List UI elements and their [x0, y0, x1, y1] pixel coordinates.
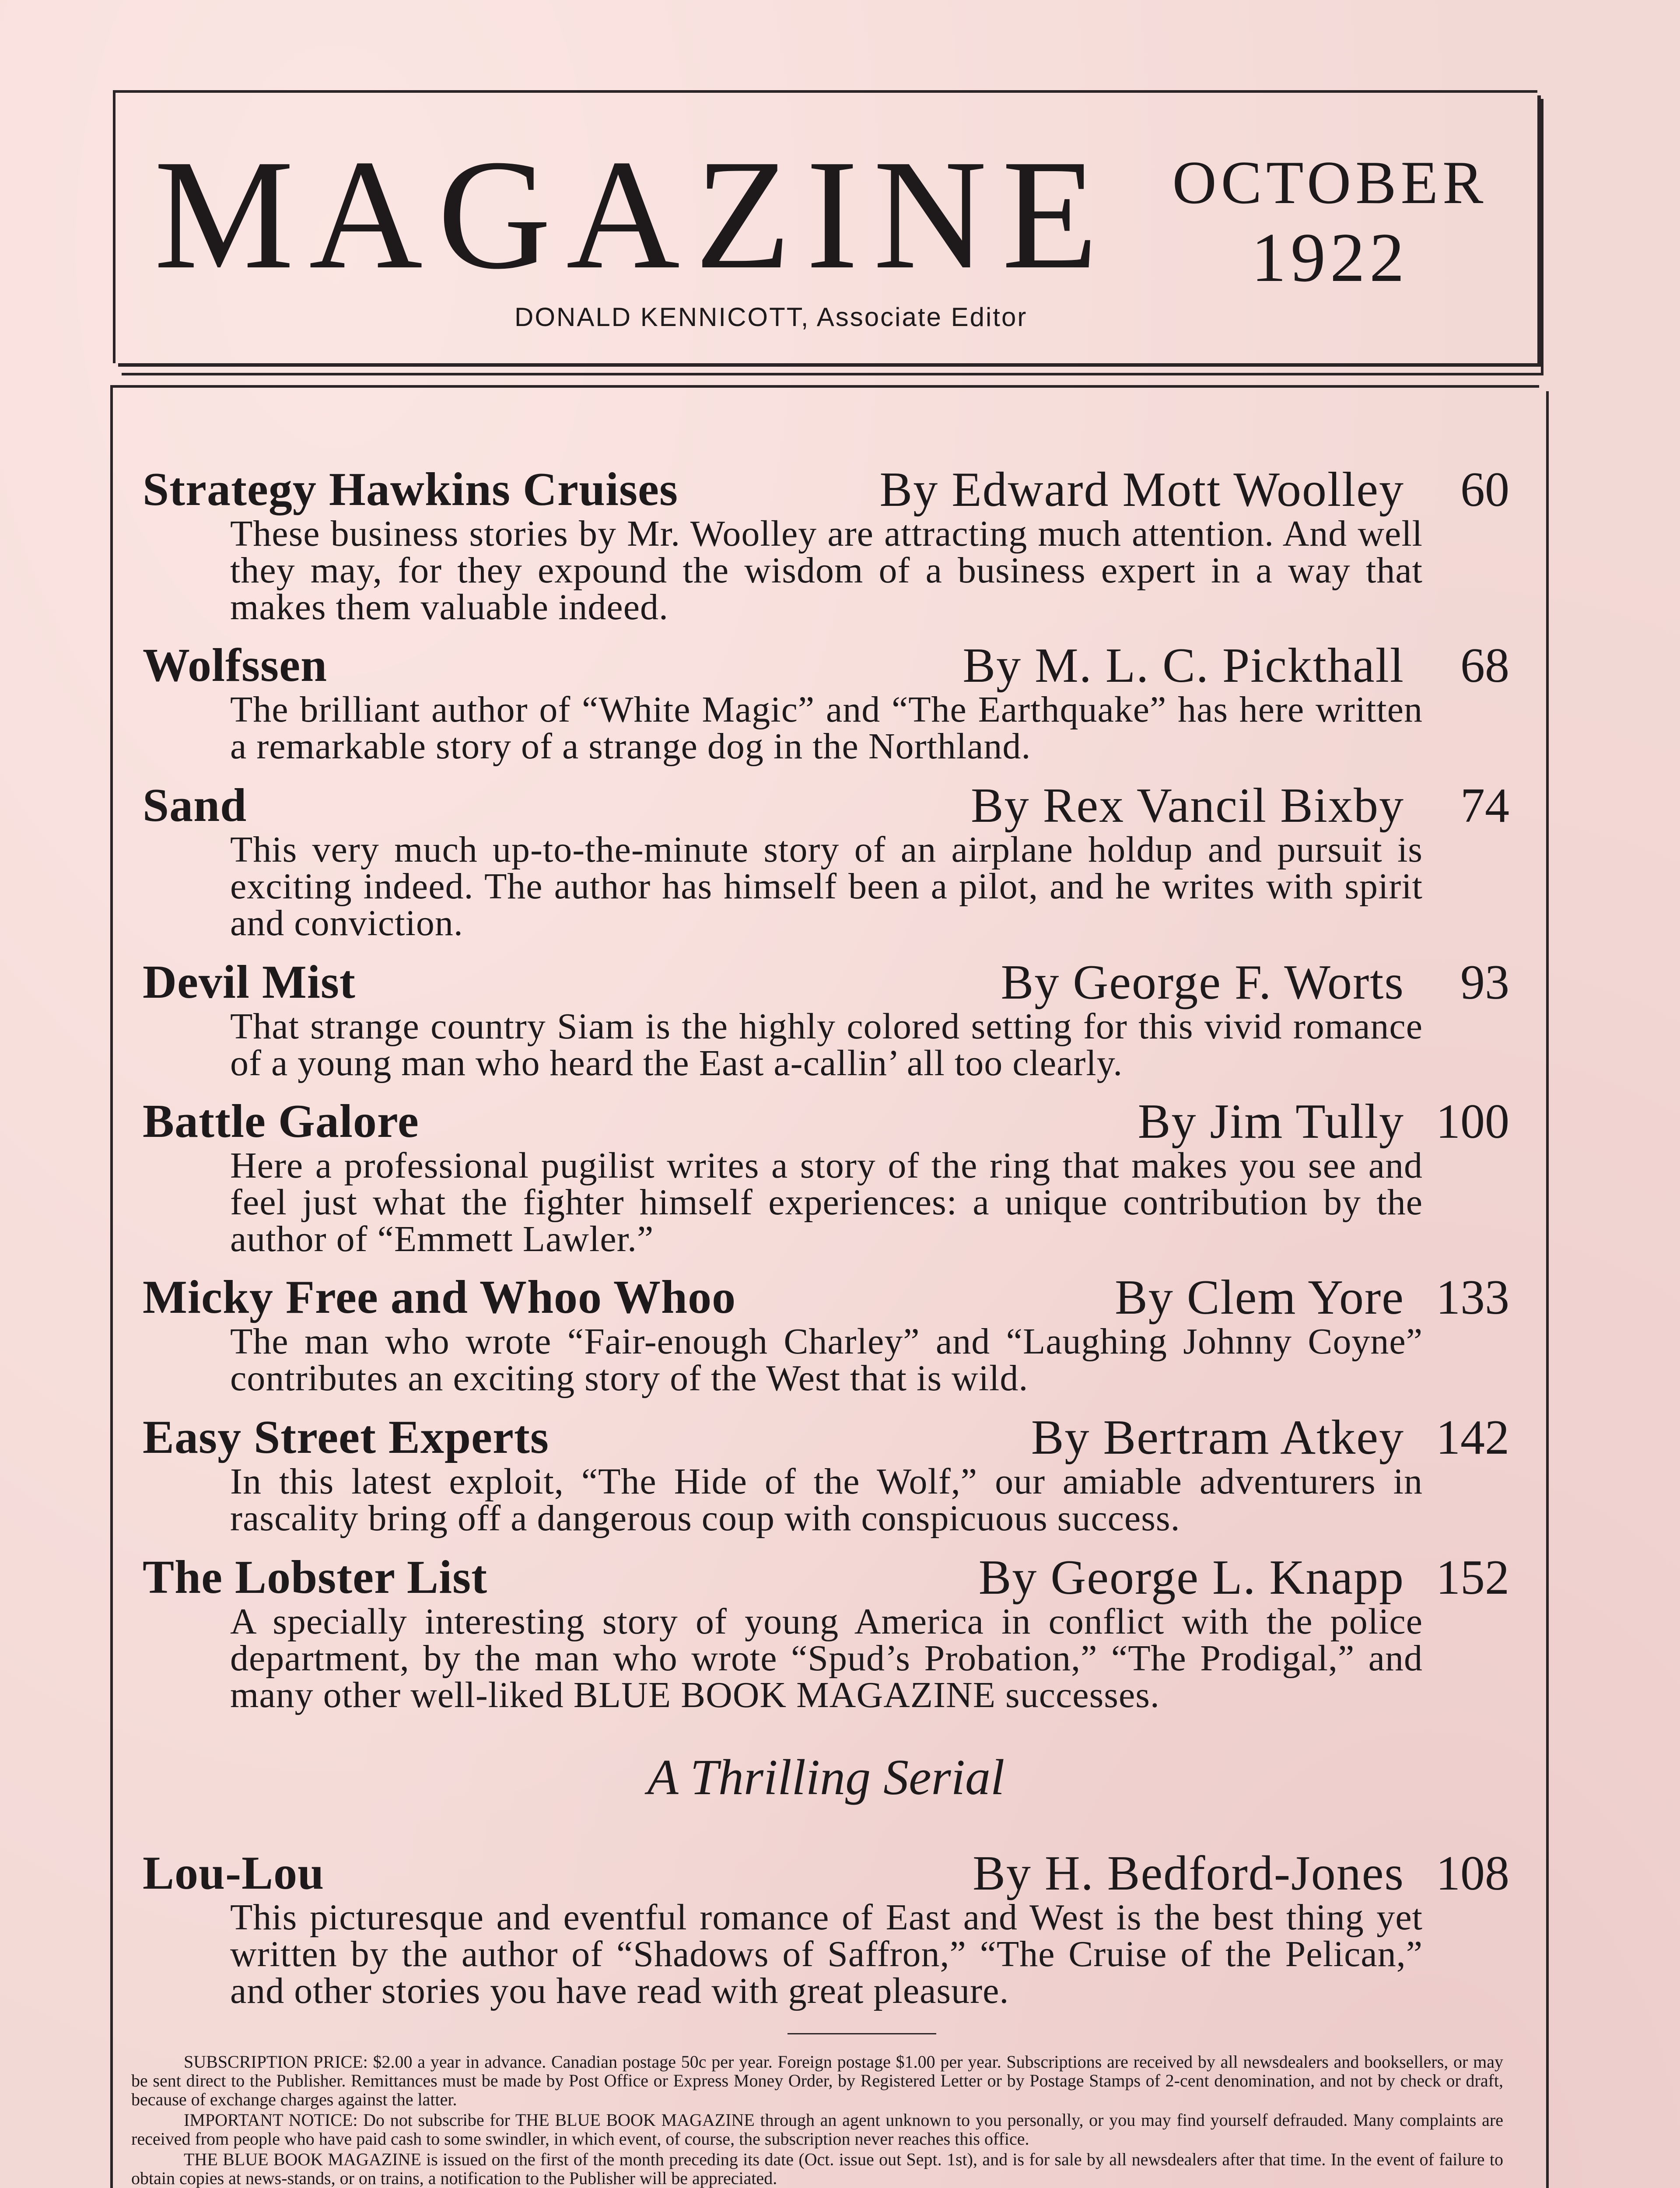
story-description: This very much up-to-the-minute story of an airplane holdup and pursuit is exciting indeed. The author has himself been a pilot, and he writes with spirit and conviction.: [230, 829, 1423, 943]
story-author: By Bertram Atkey: [1031, 1410, 1404, 1465]
divider: [788, 2033, 936, 2034]
page-number: 108: [1436, 1846, 1509, 1900]
editor-credit: DONALD KENNICOTT, Associate Editor: [514, 302, 1028, 332]
fine-print: [131, 2052, 1503, 2188]
page-number: 60: [1460, 463, 1509, 517]
magazine-title: MAGAZINE: [154, 127, 1113, 302]
issue-month: OCTOBER: [1172, 149, 1488, 217]
page-number: 100: [1436, 1094, 1509, 1149]
contents-entry: [143, 640, 1509, 765]
story-description: These business stories by Mr. Woolley are attracting much attention. And well they may, for they expound the wisdom of a business expert in a way that makes them valuable indeed.: [230, 513, 1423, 628]
story-description: This picturesque and eventful romance of East and West is the best thing yet written by the author of “Shadows of Saffron,” “The Cruise of the Pelican,” and other stories you have read with great pleasure.: [230, 1897, 1423, 2011]
serial-heading: A Thrilling Serial: [647, 1750, 1005, 1806]
issue-info: THE BLUE BOOK MAGAZINE is issued on the first of the month preceding its date (Oct. issue out Sept. 1st), and is for sale by all newsdealers after that time. In the event of failure to obtain copies at news-stands, or on trains, a notification to the Publisher will be appreciated.: [131, 2149, 1503, 2188]
story-title: Devil Mist: [143, 956, 356, 1008]
page-number: 68: [1460, 638, 1509, 693]
story-description: In this latest exploit, “The Hide of the Wolf,” our amiable adventurers in rascality bring off a dangerous coup with conspicuous success.: [230, 1461, 1423, 1539]
page-number: 93: [1460, 955, 1509, 1010]
story-title: Lou-Lou: [143, 1847, 325, 1899]
page-number: 133: [1436, 1270, 1509, 1325]
contents-entry: [143, 1096, 1509, 1258]
page-number: 142: [1436, 1410, 1509, 1465]
page-number: 74: [1460, 778, 1509, 833]
story-description: The brilliant author of “White Magic” and “The Earthquake” has here written a remarkable story of a strange dog in the Northland.: [230, 689, 1423, 767]
subscription-info: SUBSCRIPTION PRICE: $2.00 a year in advance. Canadian postage 50c per year. Foreign postage $1.00 per year. Subscriptions are received by all newsdealers and booksellers, or may be sent direct to the Publisher. Remittances must be made by Post Office or Express Money Order, by Registered Letter or by Postage Stamps of 2-cent denomination, and not by check or draft, because of exchange charges against the latter.: [131, 2052, 1503, 2109]
story-description: Here a professional pugilist writes a story of the ring that makes you see and feel just what the fighter himself experiences: a unique contribution by the author of “Emmett Lawler.”: [230, 1145, 1423, 1259]
story-author: By M. L. C. Pickthall: [962, 638, 1404, 693]
story-description: A specially interesting story of young America in conflict with the police department, by the man who wrote “Spud’s Probation,” “The Prodigal,” and many other well-liked BLUE BOOK MAGAZINE successes.: [230, 1601, 1423, 1715]
story-description: That strange country Siam is the highly colored setting for this vivid romance of a young man who heard the East a-callin’ all too clearly.: [230, 1006, 1423, 1083]
contents-entry: [143, 1552, 1509, 1714]
contents-entry: [143, 1272, 1509, 1397]
story-title: Strategy Hawkins Cruises: [143, 463, 679, 515]
contents-entry: [143, 464, 1509, 626]
story-title: Battle Galore: [143, 1095, 419, 1147]
story-author: By Edward Mott Woolley: [879, 463, 1404, 517]
contents-entry: [143, 957, 1509, 1082]
story-author: By Rex Vancil Bixby: [970, 778, 1404, 833]
story-author: By Clem Yore: [1115, 1270, 1404, 1325]
contents-entry: [143, 1412, 1509, 1537]
story-title: Micky Free and Whoo Whoo: [143, 1271, 736, 1323]
story-author: By George F. Worts: [1001, 955, 1404, 1010]
story-title: Wolfssen: [143, 639, 328, 691]
story-title: The Lobster List: [143, 1551, 488, 1603]
story-author: By George L. Knapp: [978, 1550, 1404, 1605]
important-notice: IMPORTANT NOTICE: Do not subscribe for THE BLUE BOOK MAGAZINE through an agent unknown to you personally, or you may find yourself defrauded. Many complaints are received from people who have paid cash to some swindler, in which event, of course, the subscription never reaches this office.: [131, 2110, 1503, 2149]
story-title: Easy Street Experts: [143, 1411, 549, 1463]
story-title: Sand: [143, 779, 247, 831]
issue-year: 1922: [1251, 218, 1409, 296]
story-author: By Jim Tully: [1138, 1094, 1404, 1149]
contents-entry: [143, 780, 1509, 942]
serial-entry: [143, 1848, 1509, 2009]
story-description: The man who wrote “Fair-enough Charley” and “Laughing Johnny Coyne” contributes an exciting story of the West that is wild.: [230, 1321, 1423, 1399]
page-number: 152: [1436, 1550, 1509, 1605]
story-author: By H. Bedford-Jones: [973, 1846, 1404, 1900]
